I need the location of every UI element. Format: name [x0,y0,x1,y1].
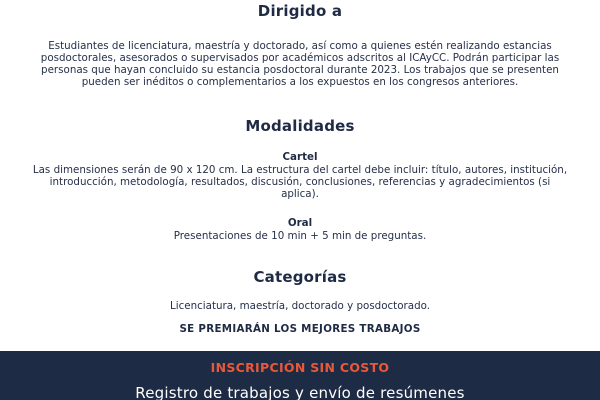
section-title-categorias: Categorías [253,268,347,286]
categorias-text: Licenciatura, maestría, doctorado y posdoctorado. [170,300,430,312]
modalidad-oral-text: Presentaciones de 10 min + 5 min de preguntas. [173,230,427,242]
section-title-modalidades: Modalidades [245,117,355,135]
modalidad-cartel-label: Cartel [282,151,318,163]
free-registration-label: INSCRIPCIÓN SIN COSTO [210,360,390,375]
modalidad-cartel-text: Las dimensiones serán de 90 x 120 cm. La estructura del cartel debe incluir: título, autores, institución, introducción, metodología, resultados, discusión, conclusiones, referencias y agradecimientos (si aplica). [32,164,568,200]
dirigido-paragraph: Estudiantes de licenciatura, maestría y doctorado, así como a quienes estén realizando estancias posdoctorales, asesorados o supervisados por académicos adscritos al ICAyCC. Podrán participar las personas que hayan concluido su estancia posdoctoral durante 2023. Los trabajos que se presenten pueden ser inéditos o complementarios a los expuestos en los congresos anteriores. [40,40,560,88]
registration-link[interactable]: Registro de trabajos y envío de resúmenes [135,384,465,400]
section-title-dirigido: Dirigido a [257,2,343,20]
modalidad-oral-label: Oral [287,217,313,229]
awards-note: SE PREMIARÁN LOS MEJORES TRABAJOS [179,323,421,335]
registration-banner [0,351,600,400]
